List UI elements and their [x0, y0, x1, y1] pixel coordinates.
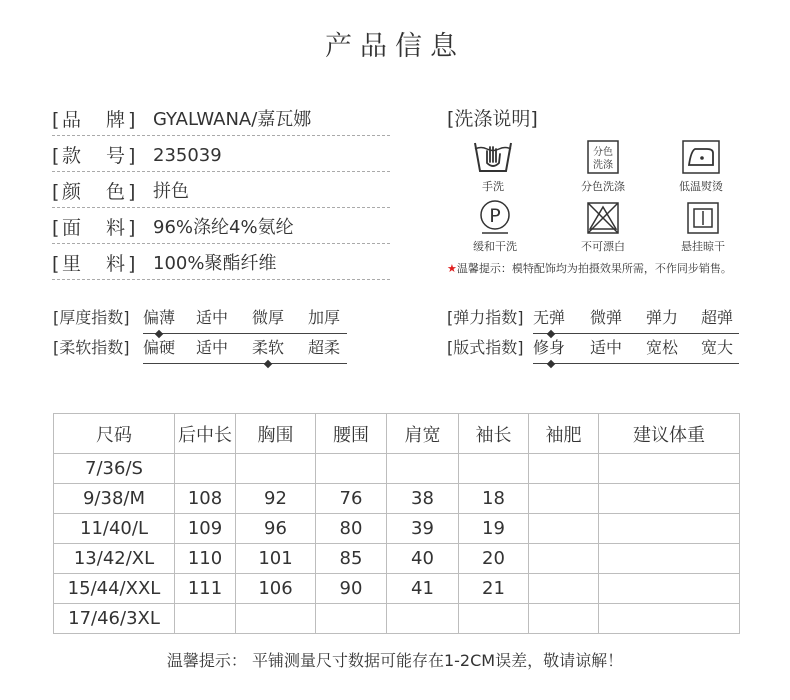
table-row — [54, 484, 740, 514]
table-cell — [599, 514, 740, 544]
info-key-char-2: 号 — [106, 145, 126, 167]
care-item-separate-wash — [563, 139, 643, 194]
column-header: 尺码 — [54, 414, 175, 454]
table-cell — [599, 484, 740, 514]
info-row-fabric: [ 面 料 ] 96%涤纶4%氨纶 — [52, 214, 390, 244]
scale-option: 无弹 — [533, 308, 566, 327]
info-row-color: [ 颜 色 ] 拼色 — [52, 178, 390, 208]
table-cell: 39 — [387, 514, 459, 544]
scale-option: 偏硬 — [143, 338, 176, 357]
care-label: 悬挂晾干 — [681, 240, 725, 253]
svg-text:分色: 分色 — [593, 147, 613, 158]
table-row — [54, 544, 740, 574]
table-row — [54, 604, 740, 634]
scale-option: 宽大 — [701, 338, 734, 357]
table-cell: 9/38/M — [54, 484, 175, 514]
gentle-dry-clean-icon — [477, 199, 513, 235]
info-key-char-2: 色 — [106, 181, 126, 203]
softness-scale — [53, 336, 348, 366]
table-cell: 13/42/XL — [54, 544, 175, 574]
scale-option: 修身 — [533, 338, 566, 357]
scale-option: 适中 — [196, 338, 229, 357]
table-cell — [599, 454, 740, 484]
table-cell: 40 — [387, 544, 459, 574]
care-title: [洗涤说明] — [447, 108, 538, 130]
scale-label: [版式指数] — [447, 338, 524, 357]
table-cell: 110 — [175, 544, 236, 574]
table-cell — [599, 574, 740, 604]
info-row-style-no: [ 款 号 ] 235039 — [52, 142, 390, 172]
column-header: 腰围 — [316, 414, 387, 454]
thickness-scale — [53, 306, 348, 336]
svg-text:P: P — [489, 205, 501, 227]
table-cell: 41 — [387, 574, 459, 604]
table-cell: 85 — [316, 544, 387, 574]
dashed-divider — [52, 171, 390, 172]
hang-dry-icon — [686, 201, 720, 235]
info-key-char-2: 料 — [106, 253, 126, 275]
dashed-divider — [52, 243, 390, 244]
table-row — [54, 574, 740, 604]
table-row — [54, 514, 740, 544]
scale-bar — [143, 333, 347, 334]
table-row — [54, 454, 740, 484]
no-bleach-icon — [586, 201, 620, 235]
table-cell — [529, 454, 599, 484]
scale-option: 加厚 — [308, 308, 341, 327]
info-key-char-2: 牌 — [106, 109, 126, 131]
column-header: 肩宽 — [387, 414, 459, 454]
table-cell: 106 — [236, 574, 316, 604]
table-cell — [175, 604, 236, 634]
table-cell: 108 — [175, 484, 236, 514]
dashed-divider — [52, 207, 390, 208]
table-cell — [175, 454, 236, 484]
info-key-char-1: 面 — [62, 217, 82, 239]
model-accessory-note: ★温馨提示：模特配饰均为拍摄效果所需，不作同步销售。 — [447, 262, 732, 275]
scale-option: 柔软 — [252, 338, 285, 357]
hand-wash-icon — [471, 139, 515, 175]
scale-marker — [264, 360, 272, 368]
table-cell: 18 — [459, 484, 529, 514]
care-label: 分色洗涤 — [581, 180, 625, 193]
svg-text:洗涤: 洗涤 — [593, 160, 613, 171]
star-icon: ★ — [447, 262, 457, 275]
table-cell — [387, 454, 459, 484]
info-key-char-1: 里 — [62, 253, 82, 275]
info-key-char-1: 款 — [62, 145, 82, 167]
scale-label: [厚度指数] — [53, 308, 130, 327]
table-cell: 92 — [236, 484, 316, 514]
table-cell: 17/46/3XL — [54, 604, 175, 634]
table-cell — [529, 604, 599, 634]
info-value: GYALWANA/嘉瓦娜 — [153, 109, 312, 130]
care-item-low-iron — [661, 139, 741, 194]
info-row-lining: [ 里 料 ] 100%聚酯纤维 — [52, 250, 390, 280]
dashed-divider — [52, 135, 390, 136]
table-cell — [459, 604, 529, 634]
table-cell — [459, 454, 529, 484]
info-row-brand: [ 品 牌 ] GYALWANA/嘉瓦娜 — [52, 106, 390, 136]
table-cell: 15/44/XXL — [54, 574, 175, 604]
table-cell: 38 — [387, 484, 459, 514]
scale-option: 偏薄 — [143, 308, 176, 327]
scale-bar — [533, 363, 739, 364]
info-value: 拼色 — [153, 181, 189, 202]
care-item-hand-wash — [453, 139, 533, 194]
table-cell: 19 — [459, 514, 529, 544]
info-value: 96%涤纶4%氨纶 — [153, 217, 294, 238]
care-item-gentle-dry-clean — [455, 199, 535, 254]
scale-label: [柔软指数] — [53, 338, 130, 357]
info-key-char-2: 料 — [106, 217, 126, 239]
table-cell — [316, 604, 387, 634]
table-cell: 11/40/L — [54, 514, 175, 544]
care-item-no-bleach — [563, 201, 643, 254]
table-cell: 111 — [175, 574, 236, 604]
elasticity-scale — [447, 306, 742, 336]
info-value: 100%聚酯纤维 — [153, 253, 277, 274]
size-table — [53, 413, 740, 634]
column-header: 胸围 — [236, 414, 316, 454]
table-cell — [316, 454, 387, 484]
table-cell — [599, 544, 740, 574]
scale-option: 超柔 — [308, 338, 341, 357]
low-iron-icon — [681, 139, 721, 175]
scale-marker — [547, 360, 555, 368]
scale-bar — [533, 333, 739, 334]
table-header-row — [54, 414, 740, 454]
table-cell: 90 — [316, 574, 387, 604]
dashed-divider — [52, 279, 390, 280]
scale-option: 宽松 — [646, 338, 679, 357]
column-header: 袖肥 — [529, 414, 599, 454]
table-cell — [236, 604, 316, 634]
column-header: 后中长 — [175, 414, 236, 454]
care-label: 缓和干洗 — [473, 240, 517, 253]
column-header: 建议体重 — [599, 414, 740, 454]
separate-wash-icon — [586, 139, 620, 175]
table-cell — [529, 514, 599, 544]
measurement-disclaimer: 温馨提示： 平铺测量尺寸数据可能存在1-2CM误差，敬请谅解！ — [166, 651, 624, 670]
column-header: 袖长 — [459, 414, 529, 454]
scale-bar — [143, 363, 347, 364]
scale-option: 超弹 — [701, 308, 734, 327]
info-value: 235039 — [153, 145, 222, 166]
care-label: 手洗 — [482, 180, 504, 193]
scale-option: 微弹 — [590, 308, 623, 327]
table-cell: 80 — [316, 514, 387, 544]
table-cell: 101 — [236, 544, 316, 574]
scale-option: 微厚 — [252, 308, 285, 327]
table-cell: 20 — [459, 544, 529, 574]
scale-label: [弹力指数] — [447, 308, 524, 327]
info-key-char-1: 品 — [62, 109, 82, 131]
table-cell — [529, 484, 599, 514]
table-cell — [529, 544, 599, 574]
care-label: 不可漂白 — [581, 240, 625, 253]
table-cell — [529, 574, 599, 604]
info-key-char-1: 颜 — [62, 181, 82, 203]
scale-option: 弹力 — [646, 308, 679, 327]
table-cell: 76 — [316, 484, 387, 514]
table-cell: 21 — [459, 574, 529, 604]
table-cell — [387, 604, 459, 634]
table-cell: 109 — [175, 514, 236, 544]
page-title: 产品信息 — [325, 31, 465, 62]
table-cell: 96 — [236, 514, 316, 544]
scale-option: 适中 — [590, 338, 623, 357]
table-cell — [599, 604, 740, 634]
table-cell — [236, 454, 316, 484]
care-label: 低温熨烫 — [679, 180, 723, 193]
table-cell: 7/36/S — [54, 454, 175, 484]
care-item-hang-dry — [663, 201, 743, 254]
fit-scale — [447, 336, 742, 366]
scale-option: 适中 — [196, 308, 229, 327]
